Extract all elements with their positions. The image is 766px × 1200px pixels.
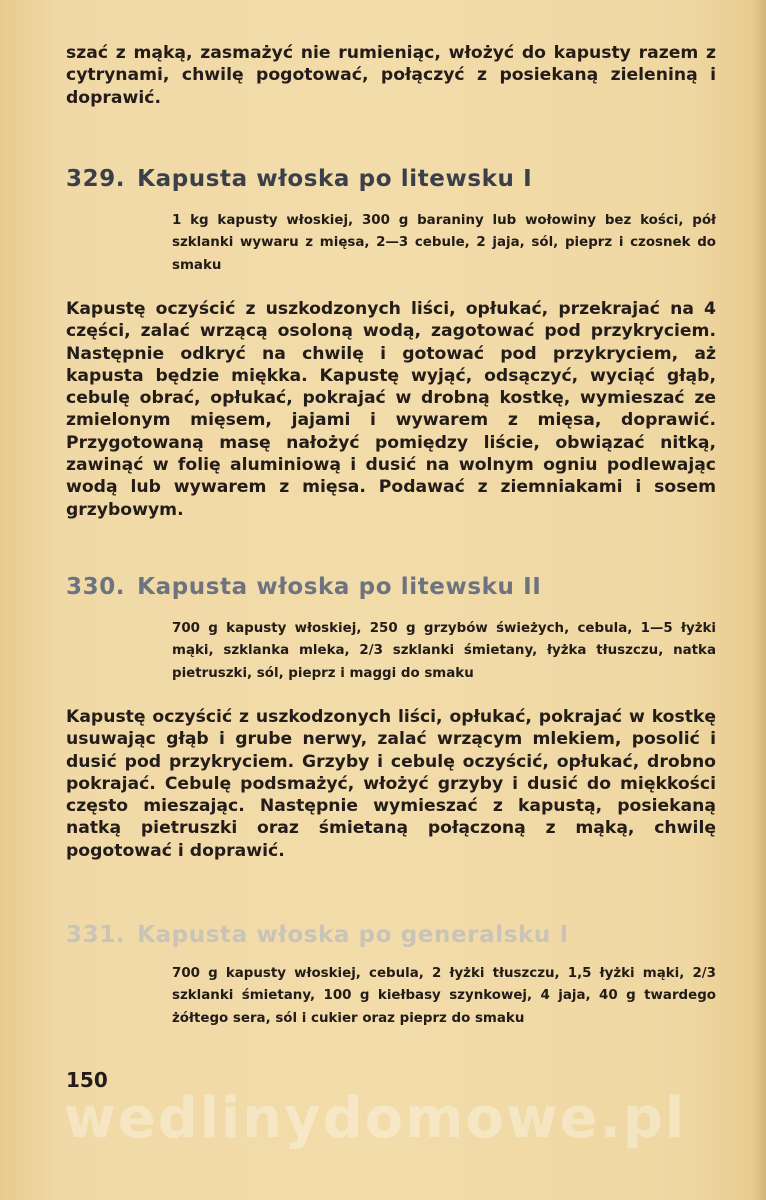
recipe-title: Kapusta włoska po litewsku II <box>137 574 542 600</box>
recipe-title: Kapusta włoska po litewsku I <box>137 166 533 192</box>
recipe-number: 329. <box>66 166 126 192</box>
recipe-number: 330. <box>66 574 126 600</box>
recipe-ingredients-329: 1 kg kapusty włoskiej, 300 g baraniny lub wołowiny bez kości, pół szklanki wywaru z mięsa, 2—3 cebule, 2 jaja, sól, pieprz i czosnek do smaku <box>172 213 716 273</box>
page-spine-shadow <box>752 0 766 1200</box>
continued-paragraph: szać z mąką, zasmażyć nie rumieniąc, włożyć do kapusty razem z cytrynami, chwilę pogotować, połączyć z posiekaną zieleniną i doprawić. <box>66 43 716 108</box>
recipe-heading-329 <box>66 166 532 192</box>
page-number: 150 <box>66 1068 108 1092</box>
recipe-ingredients-330: 700 g kapusty włoskiej, 250 g grzybów świeżych, cebula, 1—5 łyżki mąki, szklanka mleka, 2/3 szklanki śmietany, łyżka tłuszczu, natka pietruszki, sól, pieprz i maggi do smaku <box>172 621 716 681</box>
recipe-heading-330 <box>66 574 541 600</box>
recipe-instructions-330: Kapustę oczyścić z uszkodzonych liści, opłukać, pokrajać w kostkę usuwając głąb i grube nerwy, zalać wrzącym mlekiem, posolić i dusić pod przykryciem. Grzyby i cebulę oczyścić, opłukać, drobno pokrajać. Cebulę podsmażyć, włożyć grzyby i dusić do miękkości często mieszając. Następnie wymieszać z kapustą, posiekaną natką pietruszki oraz śmietaną połączoną z mąką, chwilę pogotować i doprawić. <box>66 707 716 861</box>
recipe-heading-331 <box>66 922 569 948</box>
watermark-text: wedlinydomowe.pl <box>64 1086 687 1151</box>
recipe-title: Kapusta włoska po generalsku I <box>137 922 569 948</box>
recipe-instructions-329: Kapustę oczyścić z uszkodzonych liści, opłukać, przekrajać na 4 części, zalać wrzącą osoloną wodą, zagotować pod przykryciem. Następnie odkryć na chwilę i gotować pod przykryciem, aż kapusta będzie miękka. Kapustę wyjąć, odsączyć, wyciąć głąb, cebulę obrać, opłukać, pokrajać w drobną kostkę, wymieszać ze zmielonym mięsem, jajami i wywarem z mięsa, doprawić. Przygotowaną masę nałożyć pomiędzy liście, obwiązać nitką, zawinąć w folię aluminiową i dusić na wolnym ogniu podlewając wodą lub wywarem z mięsa. Podawać z ziemniakami i sosem grzybowym. <box>66 299 716 520</box>
recipe-ingredients-331: 700 g kapusty włoskiej, cebula, 2 łyżki tłuszczu, 1,5 łyżki mąki, 2/3 szklanki śmietany, 100 g kiełbasy szynkowej, 4 jaja, 40 g twardego żółtego sera, sól i cukier oraz pieprz do smaku <box>172 966 716 1026</box>
recipe-number: 331. <box>66 922 126 948</box>
